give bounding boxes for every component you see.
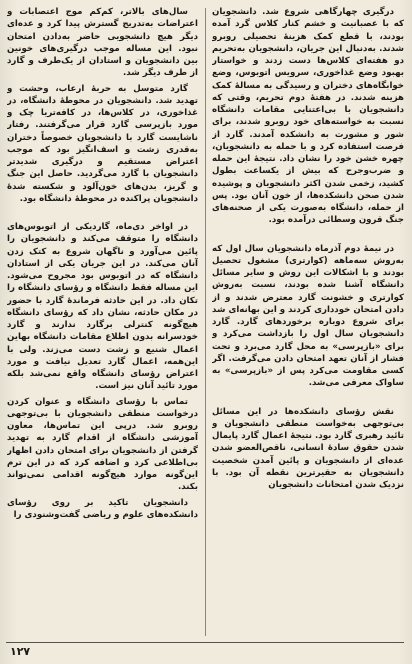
right-paragraph-3: نقش رؤسای دانشکده‌ها در این مسائل بی‌توجهی به‌خواست منطقی دانشجویان و تائید رهبری گارد بود. نتیجهٔ اعمال گارد پایمال شدن حقوق سادهٔ انسانی، ناقص‌العضو شدن عده‌ای از دانشجویان و پائین آمدن شخصیت دانشجویان به حقیرترین نقطه آن بود. با نزدیک شدن امتحانات دانشجویان [212, 406, 404, 490]
footer-rule [6, 642, 404, 643]
left-text-column [7, 6, 198, 638]
left-paragraph-2: گارد متوسل به حربهٔ ارعاب، وحشت و تهدید شد. دانشجویان در محوطهٔ دانشگاه، در غذاخوری، در کلاس‌ها، در کافه‌تریا چک و مورد بازپرسی گارد قرار می‌گرفتند. رفتار ناشایست گارد با دانشجویان خصوصاً دختران به‌قدری زشت و اسف‌انگیز بود که موجب اعتراض مستقیم و درگیری شدیدتر دانشجویان با گارد می‌گردید. حاصل این جنگ و گریز، بدن‌های خون‌آلود و شکسته شدهٔ دانشجویان پراکنده در محوطهٔ دانشگاه بود. [7, 83, 198, 204]
left-paragraph-1: سال‌های بالاتر، کم‌کم موج اعتصابات و اعتراضات به‌تدریج گسترش پیدا کرد و عده‌ای دیگر هیچ دانشجویی حاضر به‌دادن امتحان نبود. این مساله موجب درگیری‌های خونین بین دانشجویان و استادان از یک‌طرف و گارد از طرف دیگر شد. [7, 7, 198, 79]
left-paragraph-5: دانشجویان تاکید بر روی رؤسای دانشکده‌های علوم و ریاضی گفت‌وشنودی را [7, 497, 198, 520]
page-number: ۱۲۷ [10, 645, 31, 658]
right-paragraph-1: درگیری چهارگاهی شروع شد. دانشجویان که با عصبانیت و خشم کنار کلاس گرد آمده بودند، با قطع کمک هزینهٔ تحصیلی روبرو شدند. به‌دنبال این جریان، دانشجویان به‌تحریم دو هفته‌ای کلاس‌ها دست زدند و خواستار بهبود وضع غذاخوری، سرویس اتوبوس، وضع خوابگاه‌های دختران و رسیدگی به مسالهٔ کمک هزینه شدند. در هفتهٔ دوم تحریم، وقتی که دانشجویان با بی‌اعتنایی مقامات دانشگاه نسبت به خواسته‌های خود روبرو شدند، برای شور و مشورت به دانشکده آمدند. گارد از فرصت استفاده کرد و با حمله به دانشجویان، چهره خشن خود را نشان داد. نتیجهٔ این حمله و ضرب‌وجرح که بیش از یکساعت بطول کشید، زخمی شدن اکثر دانشجویان و پوشیده شدن صحن دانشکده‌ها، از خون آنان بود. پس از حمله، دانشگاه به‌صورت یکی از صحنه‌های جنگ قرون وسطائی درآمده بود. [212, 7, 404, 226]
left-paragraph-3: در اواخر دی‌ماه، گاردیکی از اتوبوس‌های دانشگاه را متوقف می‌کند و دانشجویان را پائین می‌آورد و ناگهان شروع به کتک زدن آنان می‌کند. در این جریان یکی از استادان دانشگاه که در اتوبوس بود مجروح می‌شود. این مساله فقط دانشگاه و رؤسای دانشگاه را تکان داد. در این حادثه فرماندهٔ گارد با حضور در مکان حادثه، نشان داد که رؤسای دانشگاه هیچ‌گونه کنترلی برگارد ندارند و گارد خودسرانه بدون اطلاع مقامات دانشگاه بهاین اعمال شنیع و زشت دست می‌زند. ولی با این‌همه، اعمال گارد تعدیل نیافت و مورد اعتراض رؤسای دانشگاه واقع نمی‌شد بلکه مورد تائید آنان نیز است. [7, 222, 198, 392]
left-paragraph-4: تماس با رؤسای دانشگاه و عنوان کردن درخواست منطقی دانشجویان با بی‌توجهی روبرو شد. درپی این تماس‌ها، معاون آموزشی دانشگاه از اقدام گارد به تهدید گرفتن از دانشجویان برای امتحان دادن اظهار بی‌اطلاعی کرد و اضافه کرد که در این ترم این‌گونه موارد هیچ‌گونه اقدامی نمی‌تواند بکند. [7, 396, 198, 493]
right-text-column [212, 6, 404, 638]
right-paragraph-2: در نیمهٔ دوم آذرماه دانشجویان سال اول که به‌روش سه‌ماهه (کوارتری) مشغول تحصیل بودند و با اشکالات این روش و سایر مسائل دانشگاه آشنا شده بودند، نسبت به‌روش کوارتری و خشونت گارد معترض شدند و از دادن امتحان خودداری کردند و این بهانه‌ای شد برای شروع دوباره برخوردهای گارد. گارد دانشجویان سال اول را بازداشت می‌کرد و برای «بازپرسی» به محل گارد می‌برد و تحت فشار از آنان تعهد امتحان دادن می‌گرفت. اگر کسی مقاومت می‌کرد پس از «بازپرسی» به ساواک معرفی می‌شد. [212, 243, 404, 389]
column-divider [205, 8, 206, 636]
